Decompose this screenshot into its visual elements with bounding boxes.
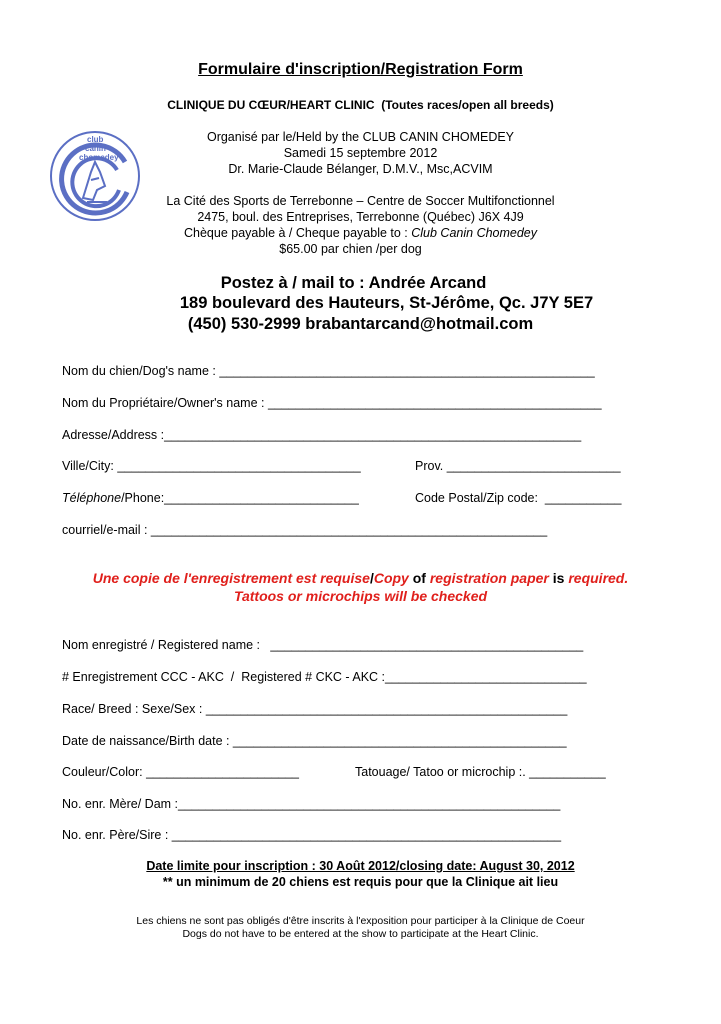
form-title: Formulaire d'inscription/Registration Form xyxy=(198,61,523,78)
logo-text-club: club xyxy=(87,135,104,144)
notice-part-5: registration paper xyxy=(425,570,553,586)
notice-part-1: Une copie de l'enregistrement est requise xyxy=(92,570,370,586)
mail-contact: (450) 530-2999 brabantarcand@hotmail.com xyxy=(187,315,534,333)
dog-name-field[interactable]: Nom du chien/Dog's name : ______________________________________________________ xyxy=(62,364,595,378)
notice-part-7: required. xyxy=(564,570,629,586)
tattoo-notice: Tattoos or microchips will be checked xyxy=(233,588,488,604)
address-field[interactable]: Adresse/Address :____________________________________________________________ xyxy=(62,428,582,442)
footer-note-en: Dogs do not have to be entered at the show to participate at the Heart Clinic. xyxy=(182,928,539,940)
fee-per-dog: $65.00 par chien /per dog xyxy=(279,242,422,256)
event-veterinarian: Dr. Marie-Claude Bélanger, D.M.V., Msc,ACVIM xyxy=(228,162,493,176)
breed-sex-field[interactable]: Race/ Breed : Sexe/Sex : ____________________________________________________ xyxy=(62,702,568,716)
minimum-dogs-note: ** un minimum de 20 chiens est requis pour que la Clinique ait lieu xyxy=(162,875,559,889)
notice-part-4: of xyxy=(412,570,426,586)
cheque-payee: Club Canin Chomedey xyxy=(411,226,538,240)
postal-code-field[interactable]: Code Postal/Zip code: ___________ xyxy=(415,491,622,505)
phone-label-fr: Téléphone xyxy=(62,491,122,505)
notice-part-2: / xyxy=(369,570,374,586)
owner-name-field[interactable]: Nom du Propriétaire/Owner's name : ________________________________________________ xyxy=(62,396,602,410)
email-field[interactable]: courriel/e-mail : _________________________________________________________ xyxy=(62,523,548,537)
notice-part-3: Copy xyxy=(373,570,413,586)
registration-notice xyxy=(0,569,721,587)
color-field[interactable]: Couleur/Color: ______________________ xyxy=(62,765,300,779)
notice-part-6: is xyxy=(552,570,565,586)
venue-name: La Cité des Sports de Terrebonne – Centre de Soccer Multifonctionnel xyxy=(166,194,555,208)
registration-number-field[interactable]: # Enregistrement CCC - AKC / Registered # CKC - AKC :_____________________________ xyxy=(62,670,587,684)
mail-address: 189 boulevard des Hauteurs, St-Jérôme, Qc. J7Y 5E7 xyxy=(179,294,594,312)
registered-name-field[interactable]: Nom enregistré / Registered name : _____________________________________________ xyxy=(62,638,584,652)
province-field[interactable]: Prov. _________________________ xyxy=(415,459,621,473)
mail-recipient: Postez à / mail to : Andrée Arcand xyxy=(220,274,487,292)
form-subtitle: CLINIQUE DU CŒUR/HEART CLINIC (Toutes races/open all breeds) xyxy=(167,98,554,112)
closing-date: Date limite pour inscription : 30 Août 2012/closing date: August 30, 2012 xyxy=(146,859,575,873)
footer-note-fr: Les chiens ne sont pas obligés d'être inscrits à l'exposition pour participer à la Clinique de Coeur xyxy=(136,915,585,927)
city-field[interactable]: Ville/City: ___________________________________ xyxy=(62,459,361,473)
event-date: Samedi 15 septembre 2012 xyxy=(283,146,438,160)
logo-text-chomedey: chomedey xyxy=(79,153,119,162)
phone-field[interactable] xyxy=(62,491,359,505)
phone-label-rest: /Phone:____________________________ xyxy=(121,491,359,505)
event-organizer: Organisé par le/Held by the CLUB CANIN CHOMEDEY xyxy=(206,130,515,144)
dam-field[interactable]: No. enr. Mère/ Dam :_______________________________________________________ xyxy=(62,797,561,811)
sire-field[interactable]: No. enr. Père/Sire : ________________________________________________________ xyxy=(62,828,562,842)
tattoo-field[interactable]: Tatouage/ Tatoo or microchip :. ___________ xyxy=(355,765,606,779)
logo-text-canin: canin xyxy=(85,144,106,153)
cheque-payable xyxy=(0,226,721,242)
birth-date-field[interactable]: Date de naissance/Birth date : ________________________________________________ xyxy=(62,734,567,748)
cheque-prefix: Chèque payable à / Cheque payable to : xyxy=(183,226,412,240)
venue-address: 2475, boul. des Entreprises, Terrebonne (Québec) J6X 4J9 xyxy=(197,210,524,224)
